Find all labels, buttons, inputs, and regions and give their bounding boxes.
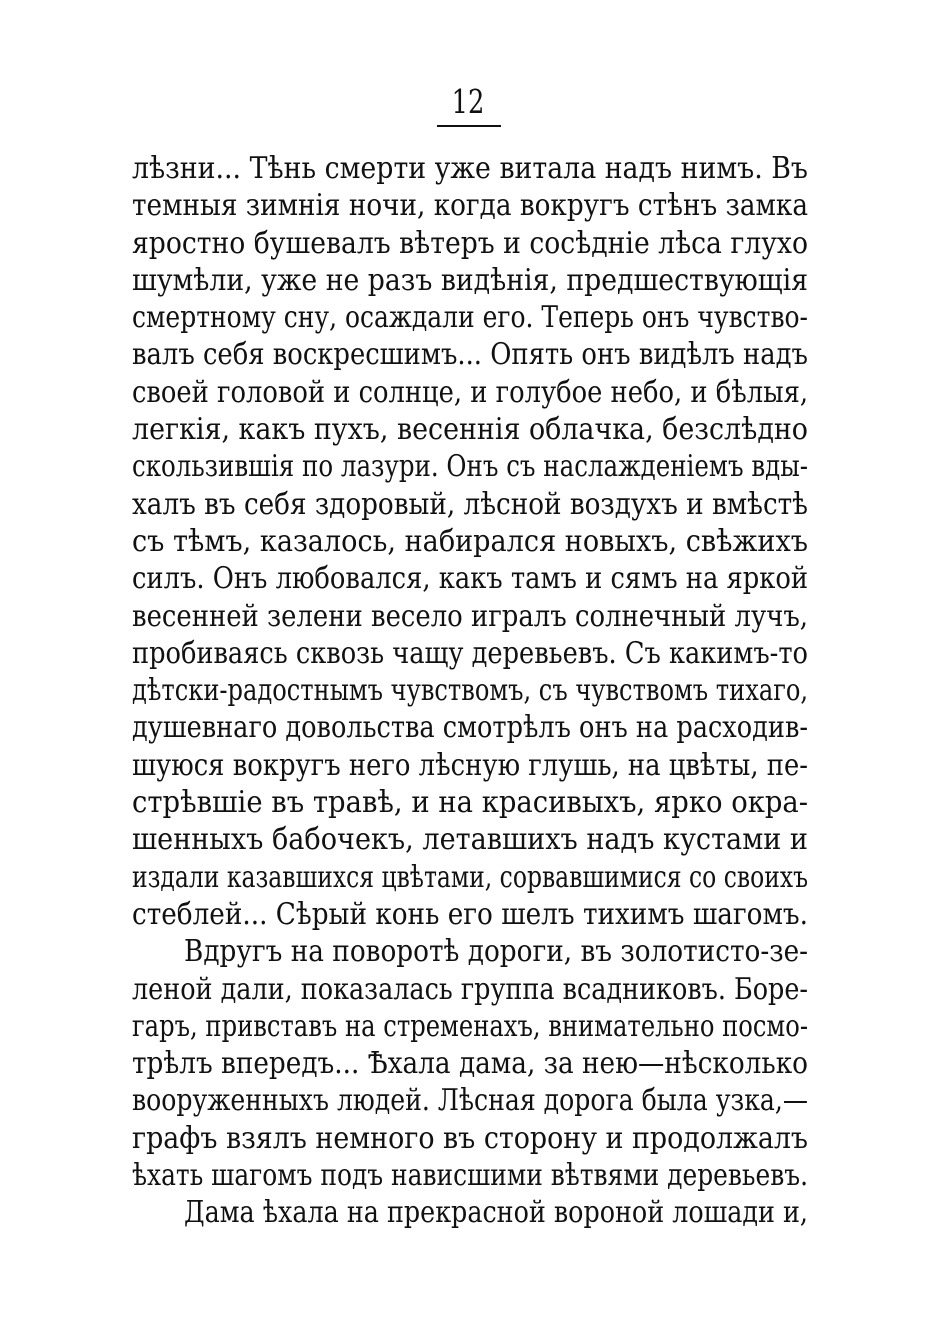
- text-line: леной дали, показалась группа всадниковъ. Боре-: [132, 971, 809, 1007]
- text-line: шуюся вокругъ него лѣсную глушь, на цвѣты, пе-: [132, 747, 809, 783]
- text-line: издали казавшихся цвѣтами, сорвавшимися со своихъ: [132, 859, 809, 895]
- text-line: смертному сну, осаждали его. Теперь онъ чувство-: [132, 300, 809, 336]
- text-line: вооруженныхъ людей. Лѣсная дорога была узка,—: [132, 1083, 809, 1119]
- text-line: яростно бушевалъ вѣтеръ и сосѣдніе лѣса глухо: [132, 225, 808, 261]
- text-line: легкія, какъ пухъ, весеннія облачка, безслѣдно: [132, 412, 808, 448]
- text-line: весенней зелени весело игралъ солнечный лучъ,: [132, 598, 809, 634]
- text-line: силъ. Онъ любовался, какъ тамъ и сямъ на яркой: [132, 561, 809, 597]
- text-line: съ тѣмъ, казалось, набирался новыхъ, свѣжихъ: [132, 523, 809, 559]
- page-number-rule: [437, 125, 501, 127]
- text-line: душевнаго довольства смотрѣлъ онъ на расходив-: [132, 710, 808, 746]
- text-body: [132, 150, 808, 1232]
- text-line: трѣлъ впередъ... Ѣхала дама, за нею—нѣсколько: [132, 1046, 808, 1082]
- text-line: своей головой и солнце, и голубое небо, и бѣлыя,: [132, 374, 809, 410]
- text-line: стеблей... Сѣрый конь его шелъ тихимъ шагомъ.: [132, 896, 809, 932]
- text-line: Вдругъ на поворотѣ дороги, въ золотисто-зе-: [184, 934, 809, 970]
- text-line: халъ въ себя здоровый, лѣсной воздухъ и вмѣстѣ: [132, 486, 809, 522]
- text-line: темныя зимнія ночи, когда вокругъ стѣнъ замка: [132, 188, 808, 224]
- text-line: валъ себя воскресшимъ... Опять онъ видѣлъ надъ: [132, 337, 808, 373]
- text-line: ѣхать шагомъ подъ нависшими вѣтвями деревьевъ.: [132, 1158, 809, 1194]
- text-line: скользившія по лазури. Онъ съ наслажденіемъ вды-: [132, 449, 808, 485]
- text-line: шенныхъ бабочекъ, летавшихъ надъ кустами и: [132, 822, 808, 858]
- text-line: пробиваясь сквозь чащу деревьевъ. Съ какимъ-то: [132, 635, 808, 671]
- text-line: дѣтски-радостнымъ чувствомъ, съ чувствомъ тихаго,: [132, 673, 809, 709]
- text-line: стрѣвшіе въ травѣ, и на красивыхъ, ярко окра-: [132, 785, 809, 821]
- text-line: графъ взялъ немного въ сторону и продолжалъ: [132, 1120, 809, 1156]
- text-line: Дама ѣхала на прекрасной вороной лошади и,: [184, 1195, 809, 1231]
- text-line: лѣзни... Тѣнь смерти уже витала надъ нимъ. Въ: [132, 151, 808, 186]
- page-number: 12: [451, 82, 485, 121]
- text-line: гаръ, привставъ на стременахъ, внимательно посмо-: [132, 1008, 809, 1044]
- text-line: шумѣли, уже не разъ видѣнія, предшествующія: [132, 262, 809, 298]
